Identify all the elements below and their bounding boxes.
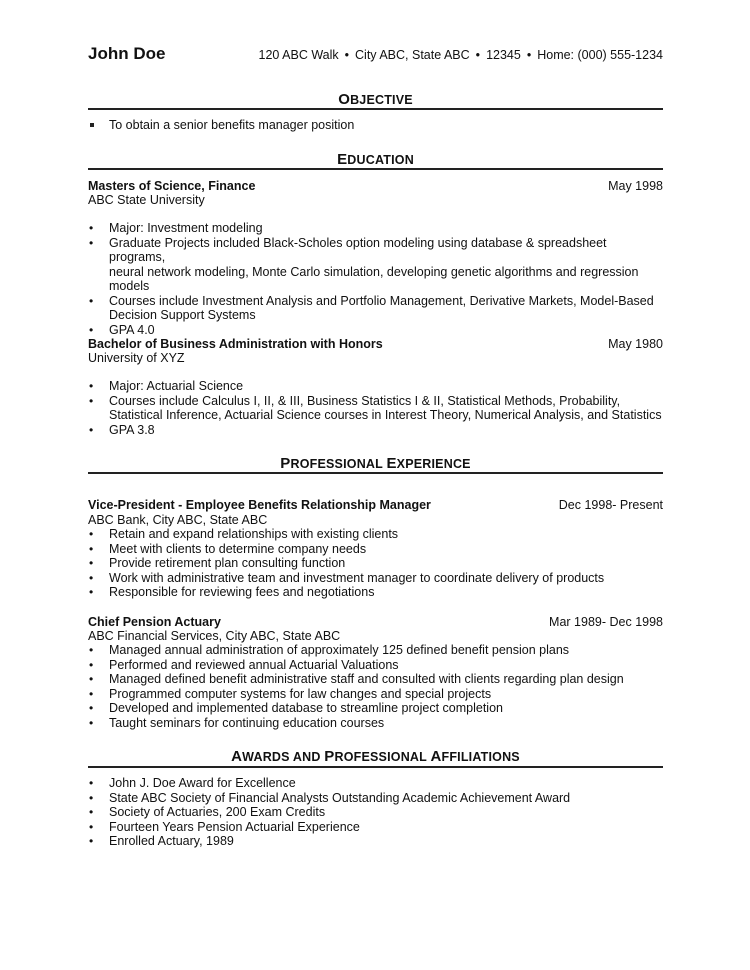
job-date: Dec 1998- Present [558, 498, 663, 512]
bullet-icon: • [89, 585, 94, 599]
bullet-icon: • [89, 556, 94, 570]
objective-divider [88, 108, 663, 110]
experience-divider [88, 472, 663, 474]
list-item: • Society of Actuaries, 200 Exam Credits [89, 805, 326, 819]
awards-heading: AWARDS AND PROFESSIONAL AFFILIATIONS [231, 748, 520, 765]
bullet-icon: • [89, 805, 94, 819]
list-item: To obtain a senior benefits manager position [88, 118, 663, 133]
list-item: • Managed defined benefit administrative staff and consulted with clients regarding plan design [89, 672, 624, 686]
phone: Home: (000) 555-1234 [537, 48, 663, 62]
list-item: • GPA 3.8 [89, 422, 155, 437]
bullet-icon: • [89, 776, 94, 790]
zip-code: 12345 [486, 48, 521, 62]
bullet-icon: • [89, 570, 94, 585]
list-item: • Responsible for reviewing fees and negotiations [89, 585, 375, 599]
objective-list [88, 118, 663, 133]
degree-details [88, 379, 663, 437]
job-date: Mar 1989- Dec 1998 [549, 615, 663, 629]
experience-heading: PROFESSIONAL EXPERIENCE [280, 455, 471, 472]
school-name: University of XYZ [88, 351, 185, 365]
bullet-icon: • [89, 686, 94, 701]
list-item: • GPA 4.0 [89, 322, 155, 337]
list-item: • Retain and expand relationships with existing clients [89, 527, 399, 541]
bullet-icon: • [89, 322, 94, 337]
list-item: • Performed and reviewed annual Actuarial Valuations [89, 657, 399, 672]
awards-divider [88, 766, 663, 768]
list-item: • Managed annual administration of approximately 125 defined benefit pension plans [89, 643, 570, 657]
bullet-icon: • [89, 819, 94, 834]
company-name: ABC Bank, City ABC, State ABC [88, 513, 268, 527]
company-name: ABC Financial Services, City ABC, State ABC [88, 629, 341, 643]
list-item: • Work with administrative team and investment manager to coordinate delivery of products [89, 570, 605, 585]
bullet-icon: • [89, 672, 94, 686]
list-item: • Major: Actuarial Science [89, 379, 244, 393]
bullet-icon: • [89, 701, 94, 715]
bullet-icon: • [89, 715, 94, 730]
square-bullet-icon [90, 123, 94, 127]
bullet-icon: • [89, 541, 94, 556]
list-item: • Fourteen Years Pension Actuarial Experience [89, 819, 360, 834]
list-item: • Meet with clients to determine company needs [89, 541, 367, 556]
resume-header [88, 44, 663, 68]
city-state: City ABC, State ABC [355, 48, 470, 62]
list-item: • Provide retirement plan consulting function [89, 556, 346, 570]
degree-title: Bachelor of Business Administration with Honors [88, 337, 383, 351]
degree-title: Masters of Science, Finance [88, 179, 256, 193]
degree-details [88, 221, 663, 337]
bullet-icon: • [89, 790, 94, 805]
list-item: • John J. Doe Award for Excellence [89, 776, 296, 790]
list-item: • Enrolled Actuary, 1989 [89, 834, 234, 848]
bullet-icon: • [89, 834, 94, 848]
degree-date: May 1998 [608, 179, 663, 193]
bullet-icon: • [89, 393, 94, 408]
job-title: Chief Pension Actuary [88, 615, 221, 629]
bullet-icon: • [89, 221, 94, 235]
contact-line: 120 ABC Walk • City ABC, State ABC • 12345 • Home: (000) 555-1234 [258, 48, 663, 62]
job-duties [88, 527, 663, 600]
bullet-icon: • [89, 643, 94, 657]
bullet-icon: • [89, 527, 94, 541]
school-name: ABC State University [88, 193, 205, 207]
list-item: • Courses include Investment Analysis and Portfolio Management, Derivative Markets, Model-Based Decision Support Systems [89, 293, 654, 322]
education-heading: EDUCATION [337, 151, 414, 168]
address: 120 ABC Walk [258, 48, 339, 62]
job-duties [88, 643, 663, 730]
list-item: • Taught seminars for continuing education courses [89, 715, 385, 730]
bullet-icon: • [89, 422, 94, 437]
bullet-icon: • [89, 235, 94, 250]
bullet-icon: • [89, 293, 94, 308]
list-item: • Major: Investment modeling [89, 221, 263, 235]
list-item: • Graduate Projects included Black-Scholes option modeling using database & spreadsheet programs, neural network modeling, Monte Carlo simulation, developing genetic algorithms and regression models [89, 235, 639, 293]
list-item: • Programmed computer systems for law changes and special projects [89, 686, 492, 701]
candidate-name: John Doe [88, 44, 166, 63]
list-item: • Courses include Calculus I, II, & III, Business Statistics I & II, Statistical Methods, Probability, Statistical Inference, Actuarial Science courses in Interest Theory, Numerical Analysis, and Statistics [89, 393, 662, 422]
awards-list [88, 776, 663, 849]
bullet-icon: • [89, 657, 94, 672]
bullet-icon: • [89, 379, 94, 393]
list-item: • State ABC Society of Financial Analysts Outstanding Academic Achievement Award [89, 790, 571, 805]
objective-heading: OBJECTIVE [338, 91, 413, 108]
education-divider [88, 168, 663, 170]
list-item: • Developed and implemented database to streamline project completion [89, 701, 503, 715]
job-title: Vice-President - Employee Benefits Relationship Manager [88, 498, 431, 512]
degree-date: May 1980 [608, 337, 663, 351]
